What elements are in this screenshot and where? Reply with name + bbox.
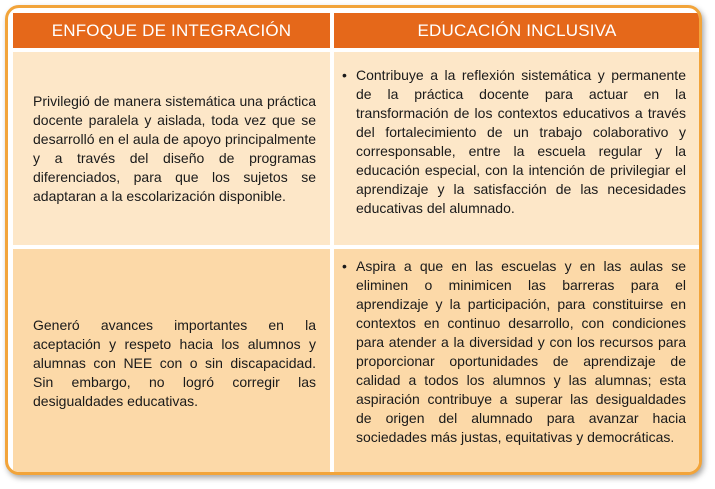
inclusiva-text-1: Contribuye a la reflexión sistemática y permanente de la práctica docente para actuar en la transformación de los contextos educativos a través del fortalecimiento de un trabajo colaborativo y corresponsable, entre la escuela regular y la educación especial, con la intención de privilegiar el aprendizaje y la satisfacción de las necesidades educativas del alumnado. bbox=[356, 67, 686, 216]
comparison-table-frame bbox=[5, 5, 702, 475]
cell-inclusiva-row-1 bbox=[334, 52, 700, 245]
bullet-item bbox=[342, 257, 686, 447]
header-enfoque-integracion: ENFOQUE DE INTEGRACIÓN bbox=[13, 13, 330, 48]
cell-inclusiva-row-2 bbox=[334, 249, 700, 475]
cell-integracion-row-2 bbox=[13, 249, 330, 475]
bullet-icon: • bbox=[342, 258, 347, 274]
bullet-icon: • bbox=[342, 67, 347, 83]
bullet-item bbox=[342, 66, 686, 218]
cell-integracion-row-1 bbox=[13, 52, 330, 245]
comparison-table bbox=[13, 13, 696, 469]
integracion-text-1: Privilegió de manera sistemática una práctica docente paralela y aislada, toda vez que se desarrolló en el aula de apoyo principalmente y a través del diseño de programas diferenciados, para que los sujetos se adaptaran a la escolarización disponible. bbox=[33, 92, 316, 204]
inclusiva-text-2: Aspira a que en las escuelas y en las aulas se eliminen o minimicen las barreras para el aprendizaje y la participación, para constituirse en contextos en continuo desarrollo, con condiciones para atender a la diversidad y con los recursos para proporcionar oportunidades de aprendizaje de calidad a todos los alumnos y las alumnas; esta aspiración contribuye a superar las desigualdades de origen del alumnado para avanzar hacia sociedades más justas, equitativas y democráticas. bbox=[356, 258, 686, 445]
integracion-text-2: Generó avances importantes en la aceptación y respeto hacia los alumnos y alumnas con NEE con o sin discapacidad. Sin embargo, no logró corregir las desigualdades educativas. bbox=[33, 316, 316, 409]
header-educacion-inclusiva: EDUCACIÓN INCLUSIVA bbox=[334, 13, 700, 48]
